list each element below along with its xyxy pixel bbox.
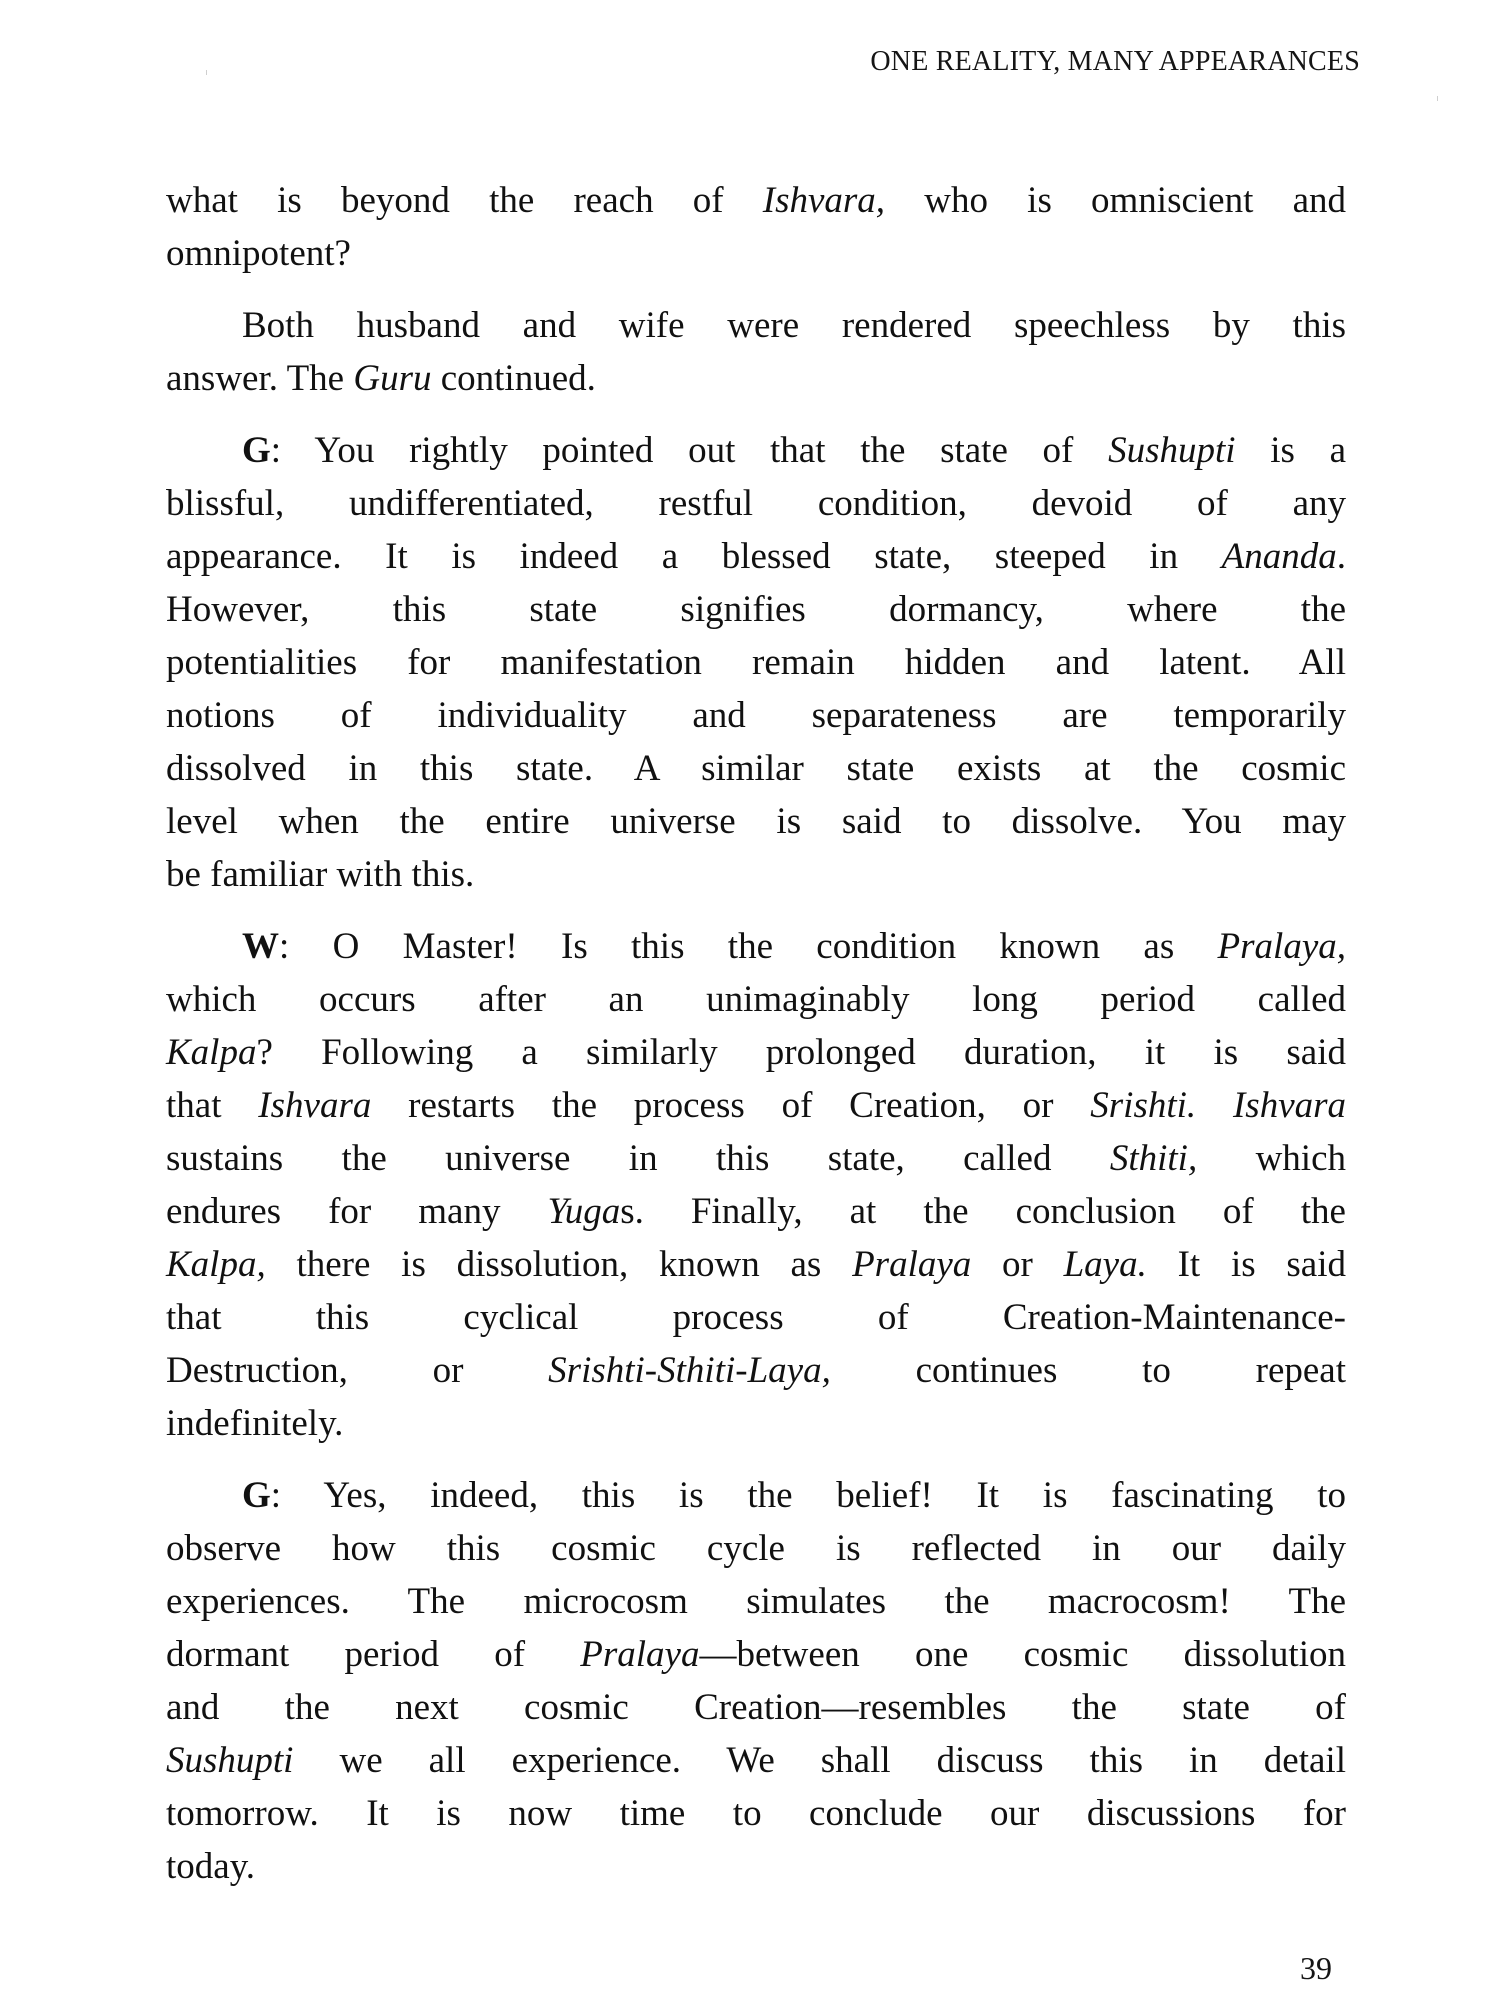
italic-term: Pralaya,: [1217, 926, 1346, 967]
text-line: [166, 1079, 1346, 1132]
text-run: which occurs after an unimaginably long period called: [166, 979, 1346, 1020]
scan-speck: [206, 70, 207, 75]
italic-term: Guru: [353, 358, 432, 399]
paragraph: [166, 174, 1346, 280]
text-run: observe how this cosmic cycle is reflected in our daily: [166, 1528, 1346, 1569]
italic-term: Ananda: [1221, 536, 1337, 577]
italic-term: Kalpa,: [166, 1244, 266, 1285]
text-run: indefinitely.: [166, 1403, 344, 1444]
running-head: ONE REALITY, MANY APPEARANCES: [870, 46, 1360, 77]
text-line: [166, 424, 1346, 477]
text-run: continued.: [431, 358, 596, 399]
text-run: —between one cosmic dissolution: [699, 1634, 1346, 1675]
scan-speck: [1437, 96, 1438, 101]
text-run: .: [1336, 536, 1346, 577]
text-line: [166, 1344, 1346, 1397]
text-run: and the next cosmic Creation—resembles the state of: [166, 1687, 1346, 1728]
italic-term: Laya.: [1063, 1244, 1147, 1285]
italic-term: Sushupti: [1108, 430, 1236, 471]
text-line: [166, 1840, 1346, 1893]
text-line: [166, 1185, 1346, 1238]
text-run: which: [1197, 1138, 1346, 1179]
text-line: [166, 583, 1346, 636]
text-run: : You rightly pointed out that the state of: [270, 430, 1109, 471]
text-line: [166, 742, 1346, 795]
text-run: what is beyond the reach of: [166, 180, 763, 221]
text-line: [166, 920, 1346, 973]
text-run: : Yes, indeed, this is the belief! It is fascinating to: [270, 1475, 1346, 1516]
text-line: [166, 1397, 1346, 1450]
text-run: : O Master! Is this the condition known as: [279, 926, 1218, 967]
text-run: be familiar with this.: [166, 854, 475, 895]
text-line: [166, 299, 1346, 352]
text-run: Destruction, or: [166, 1350, 549, 1391]
italic-term: Sushupti: [166, 1740, 294, 1781]
text-line: [166, 848, 1346, 901]
text-line: [166, 352, 1346, 405]
text-run: However, this state signifies dormancy, where the: [166, 589, 1346, 630]
text-run: notions of individuality and separateness are temporarily: [166, 695, 1346, 736]
italic-term: Yuga: [547, 1191, 621, 1232]
text-line: [166, 689, 1346, 742]
text-line: [166, 1734, 1346, 1787]
text-run: who is omniscient and: [885, 180, 1346, 221]
text-run: ? Following a similarly prolonged duration, it is said: [256, 1032, 1346, 1073]
italic-term: Sthiti,: [1109, 1138, 1198, 1179]
italic-term: Srishti. Ishvara: [1090, 1085, 1347, 1126]
text-run: Both husband and wife were rendered speechless by this: [242, 305, 1346, 346]
text-line: [166, 1575, 1346, 1628]
text-run: potentialities for manifestation remain hidden and latent. All: [166, 642, 1346, 683]
text-line: [166, 795, 1346, 848]
text-line: [166, 636, 1346, 689]
text-run: blissful, undifferentiated, restful condition, devoid of any: [166, 483, 1346, 524]
text-line: [166, 227, 1346, 280]
text-line: [166, 477, 1346, 530]
text-run: endures for many: [166, 1191, 548, 1232]
text-line: [166, 1026, 1346, 1079]
text-run: continues to repeat: [830, 1350, 1346, 1391]
text-run: It is said: [1146, 1244, 1346, 1285]
dialogue-paragraph-g: [166, 424, 1346, 901]
text-line: [166, 1787, 1346, 1840]
dialogue-paragraph-w: [166, 920, 1346, 1450]
text-run: restarts the process of Creation, or: [371, 1085, 1091, 1126]
text-run: dissolved in this state. A similar state exists at the cosmic: [166, 748, 1346, 789]
italic-term: Srishti-Sthiti-Laya,: [548, 1350, 831, 1391]
text-line: [166, 1291, 1346, 1344]
italic-term: Ishvara: [258, 1085, 372, 1126]
text-line: [166, 973, 1346, 1026]
text-run: experiences. The microcosm simulates the macrocosm! The: [166, 1581, 1346, 1622]
text-run: is a: [1235, 430, 1346, 471]
text-run: we all experience. We shall discuss this in detail: [293, 1740, 1346, 1781]
text-run: answer. The: [166, 358, 354, 399]
text-run: appearance. It is indeed a blessed state, steeped in: [166, 536, 1222, 577]
text-run: there is dissolution, known as: [265, 1244, 853, 1285]
text-line: [166, 1238, 1346, 1291]
text-run: dormant period of: [166, 1634, 581, 1675]
text-run: that this cyclical process of Creation-Maintenance-: [166, 1297, 1346, 1338]
body-text: [166, 174, 1346, 1912]
text-run: s. Finally, at the conclusion of the: [620, 1191, 1346, 1232]
text-line: [166, 1469, 1346, 1522]
dialogue-paragraph-g: [166, 1469, 1346, 1893]
page-number: 39: [1300, 1950, 1332, 1986]
italic-term: Kalpa: [166, 1032, 257, 1073]
paragraph: [166, 299, 1346, 405]
text-line: [166, 1132, 1346, 1185]
italic-term: Pralaya: [852, 1244, 972, 1285]
text-line: [166, 1628, 1346, 1681]
text-run: omnipotent?: [166, 233, 351, 274]
text-run: today.: [166, 1846, 256, 1887]
text-run: level when the entire universe is said to dissolve. You may: [166, 801, 1346, 842]
text-line: [166, 530, 1346, 583]
text-run: or: [971, 1244, 1064, 1285]
speaker-label: G: [242, 430, 271, 471]
text-run: sustains the universe in this state, called: [166, 1138, 1110, 1179]
italic-term: Ishvara,: [762, 180, 886, 221]
speaker-label: G: [242, 1475, 271, 1516]
text-line: [166, 1522, 1346, 1575]
italic-term: Pralaya: [580, 1634, 700, 1675]
text-line: [166, 1681, 1346, 1734]
speaker-label: W: [242, 926, 279, 967]
text-line: [166, 174, 1346, 227]
text-run: tomorrow. It is now time to conclude our discussions for: [166, 1793, 1346, 1834]
text-run: that: [166, 1085, 259, 1126]
